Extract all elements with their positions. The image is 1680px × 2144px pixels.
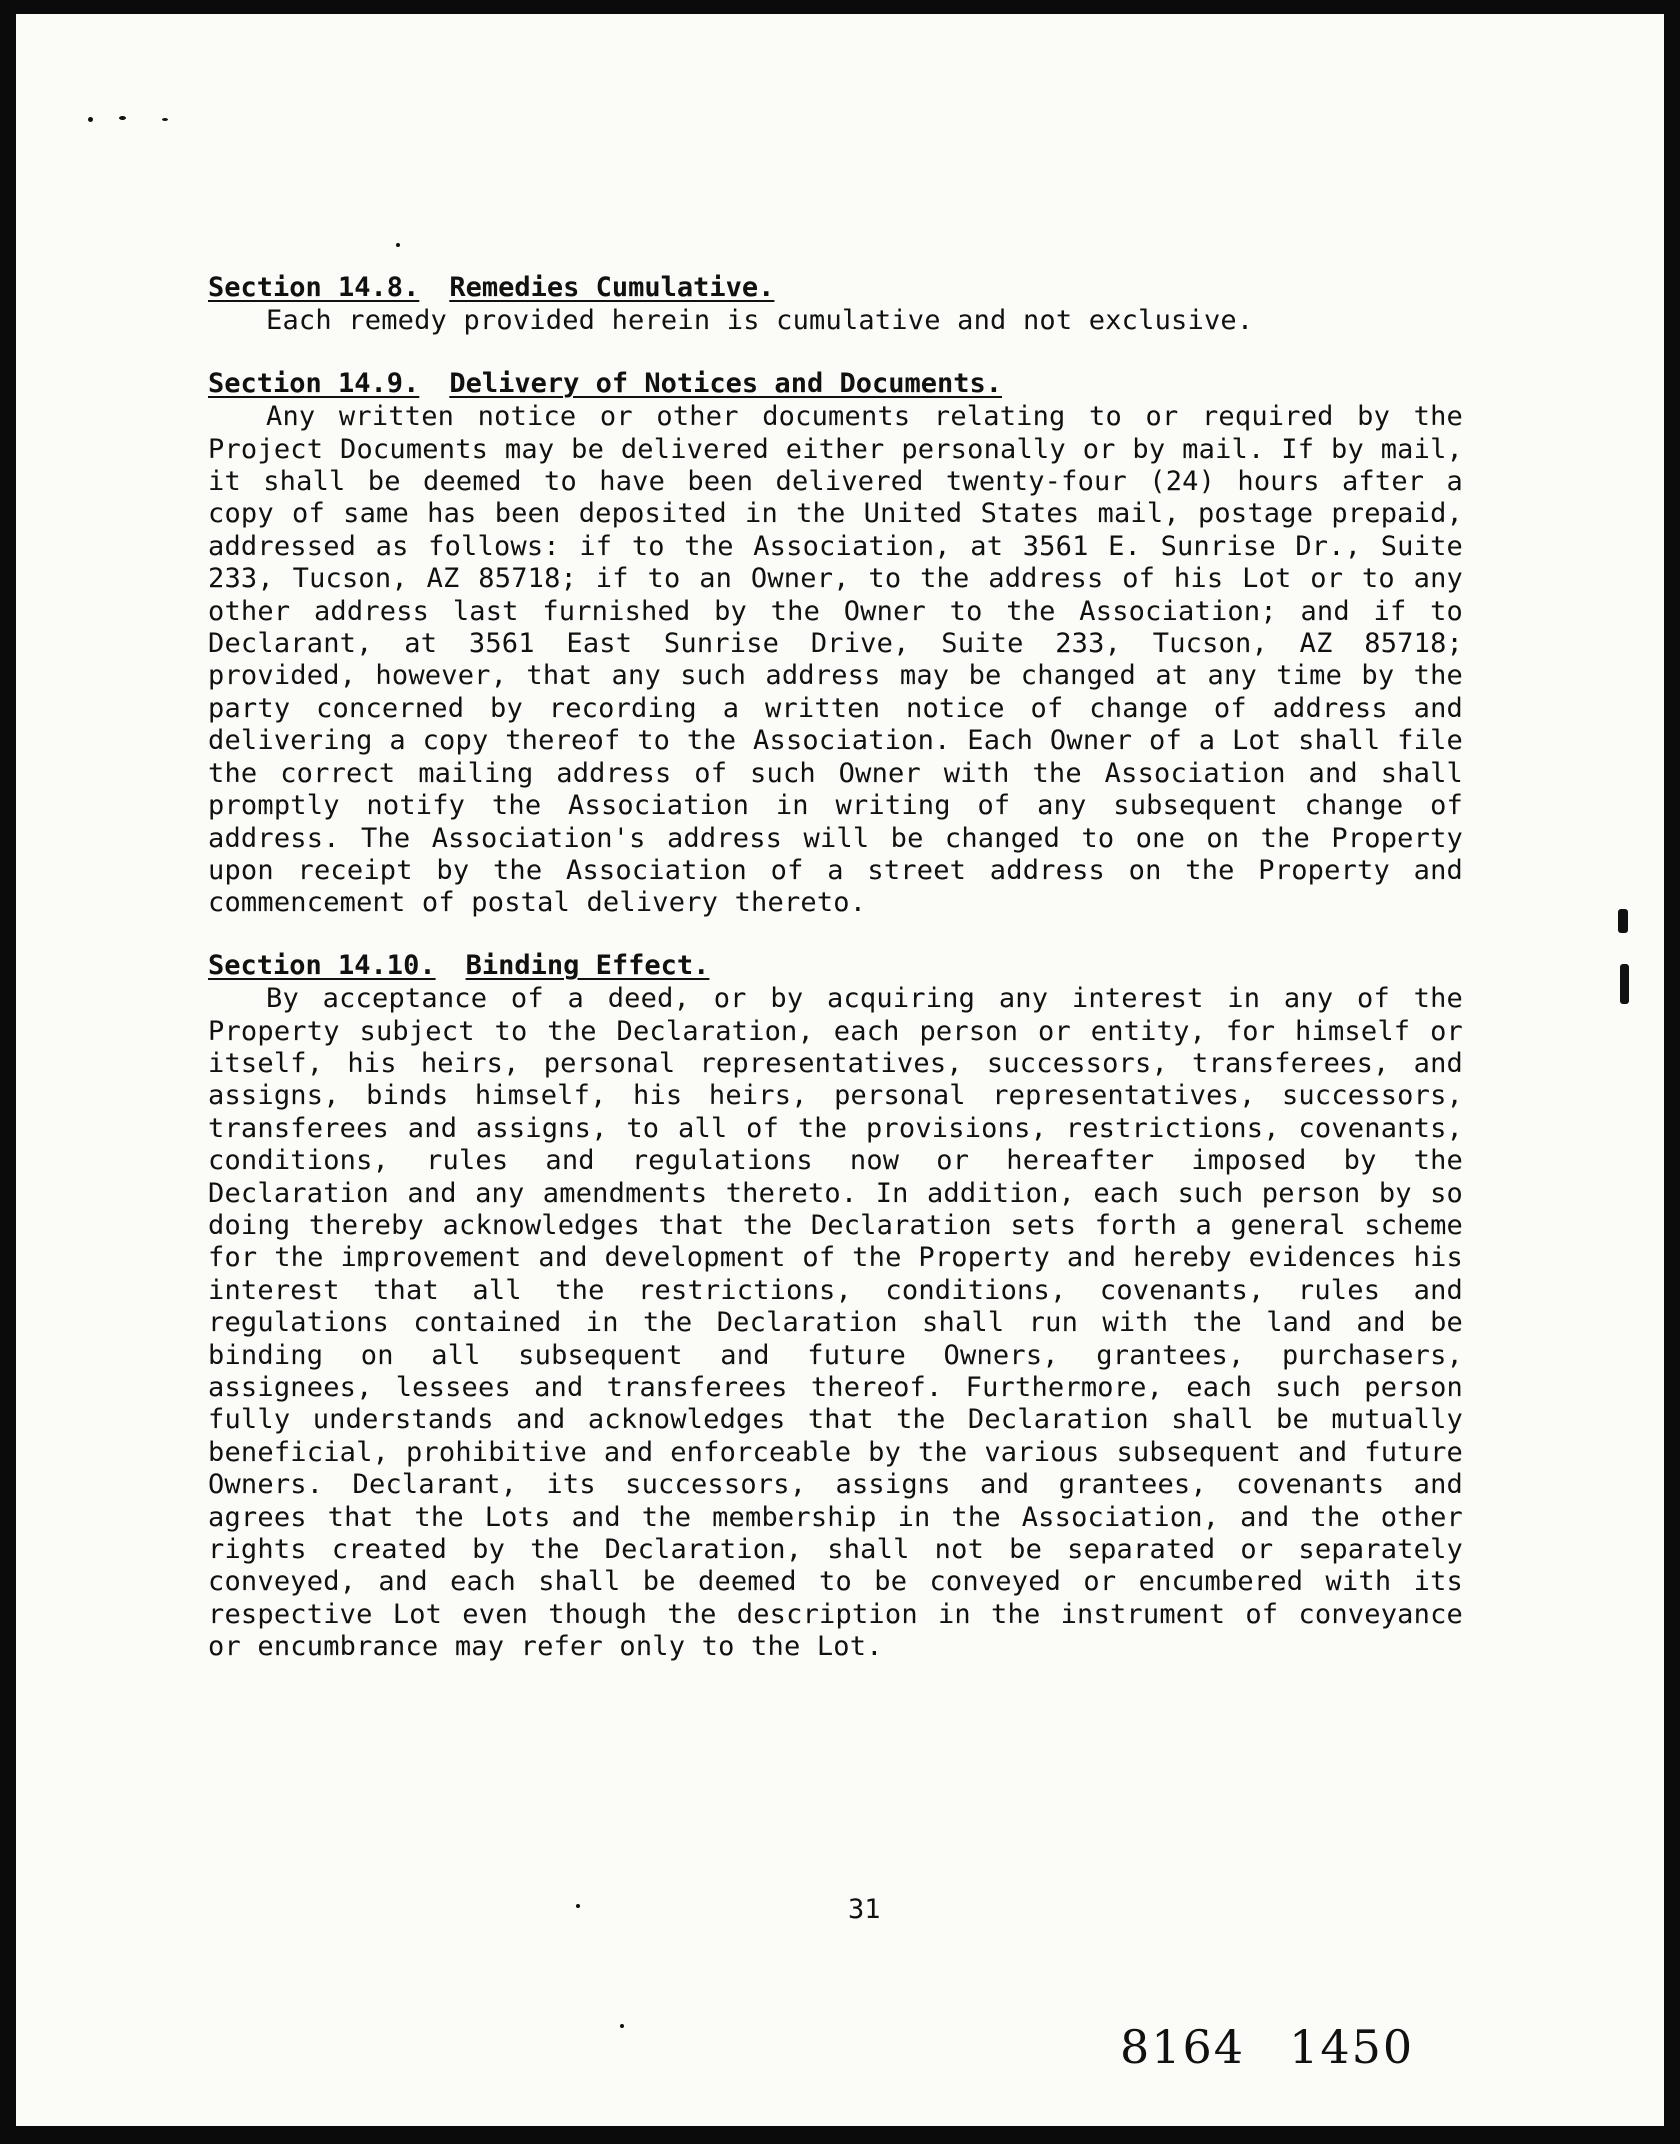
scan-speck [88, 117, 93, 122]
scan-speck [1618, 909, 1628, 933]
scan-speck [620, 2024, 624, 2028]
scan-speck [119, 116, 126, 120]
section-14-10 [208, 950, 1463, 1664]
section-body: By acceptance of a deed, or by acquiring any interest in any of the Property subject to the Declaration, each person or entity, for himself or itself, his heirs, personal representatives, successors, transferees, and assigns, binds himself, his heirs, personal representatives, successors, transferees and assigns, to all of the provisions, restrictions, covenants, conditions, rules and regulations now or hereafter imposed by the Declaration and any amendments thereto. In addition, each such person by so doing thereby acknowledges that the Declaration sets forth a general scheme for the improvement and development of the Property and hereby evidences his interest that all the restrictions, conditions, covenants, rules and regulations contained in the Declaration shall run with the land and be binding on all subsequent and future Owners, grantees, purchasers, assignees, lessees and transferees thereof. Furthermore, each such person fully understands and acknowledges that the Declaration shall be mutually beneficial, prohibitive and enforceable by the various subsequent and future Owners. Declarant, its successors, assigns and grantees, covenants and agrees that the Lots and the membership in the Association, and the other rights created by the Declaration, shall not be separated or separately conveyed, and each shall be deemed to be conveyed or encumbered with its respective Lot even though the description in the instrument of conveyance or encumbrance may refer only to the Lot. [208, 983, 1463, 1663]
recording-book: 8164 [1120, 2020, 1246, 2074]
section-body: Each remedy provided herein is cumulative and not exclusive. [266, 305, 1254, 337]
section-title: Binding Effect. [465, 949, 710, 981]
scan-speck [1620, 964, 1629, 1004]
recording-page: 1450 [1289, 2020, 1415, 2074]
section-body: Any written notice or other documents relating to or required by the Project Documents may be delivered either personally or by mail. If by mail, it shall be deemed to have been delivered twenty-four (24) hours after a copy of same has been deposited in the United States mail, postage prepaid, addressed as follows: if to the Association, at 3561 E. Sunrise Dr., Suite 233, Tucson, AZ 85718; if to an Owner, to the address of his Lot or to any other address last furnished by the Owner to the Association; and if to Declarant, at 3561 East Sunrise Drive, Suite 233, Tucson, AZ 85718; provided, however, that any such address may be changed at any time by the party concerned by recording a written notice of change of address and delivering a copy thereof to the Association. Each Owner of a Lot shall file the correct mailing address of such Owner with the Association and shall promptly notify the Association in writing of any subsequent change of address. The Association's address will be changed to one on the Property upon receipt by the Association of a street address on the Property and commencement of postal delivery thereto. [208, 401, 1463, 919]
section-heading [208, 272, 1463, 304]
section-heading [208, 950, 1463, 982]
section-number: Section 14.9. [208, 367, 420, 399]
section-number: Section 14.10. [208, 949, 436, 981]
document-body [208, 272, 1463, 1694]
section-title: Delivery of Notices and Documents. [449, 367, 1003, 399]
scan-speck [162, 118, 168, 121]
scan-speck [576, 1904, 580, 1908]
document-page [16, 14, 1664, 2126]
section-14-8 [208, 272, 1463, 338]
section-14-9 [208, 368, 1463, 920]
recording-number [1120, 2020, 1414, 2074]
scan-speck [396, 243, 400, 247]
page-number: 31 [848, 1894, 881, 1925]
section-number: Section 14.8. [208, 272, 420, 303]
section-title: Remedies Cumulative. [449, 272, 775, 303]
section-heading [208, 368, 1463, 400]
